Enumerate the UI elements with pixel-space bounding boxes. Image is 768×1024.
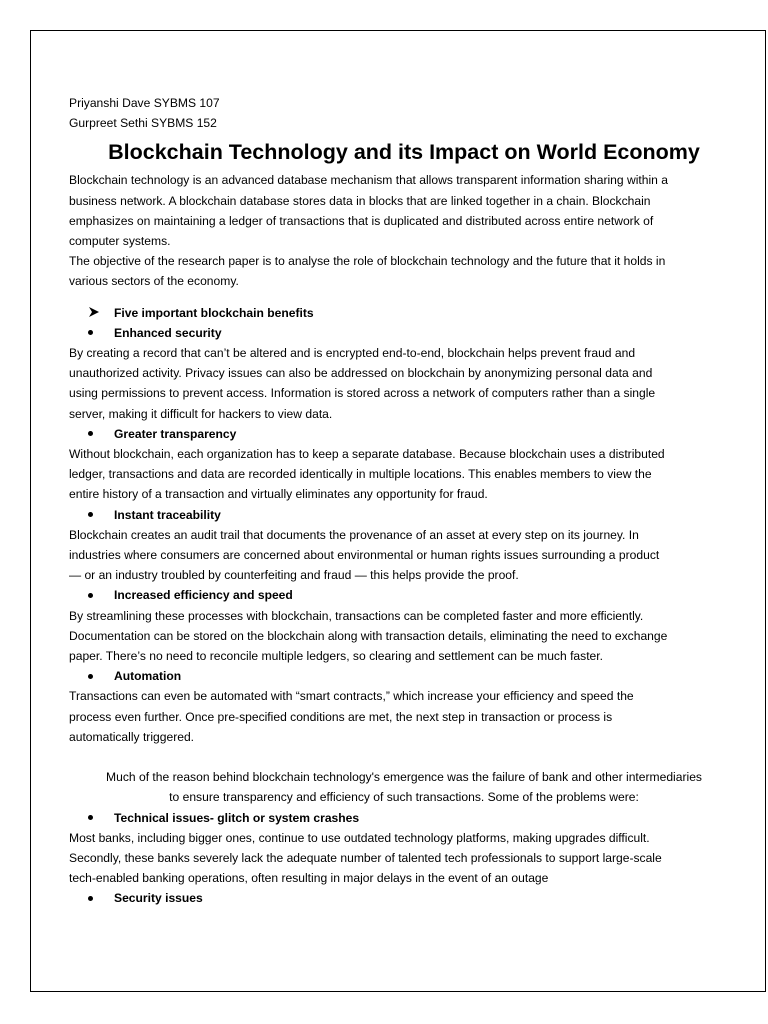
problem-text-line: Secondly, these banks severely lack the adequate number of talented tech professionals to support large-scale (69, 850, 662, 865)
benefit-heading-text: Increased efficiency and speed (114, 588, 293, 603)
arrow-bullet-icon (88, 303, 100, 323)
bullet-dot-icon (88, 666, 93, 686)
bullet-dot-icon (88, 808, 93, 828)
intro-line: computer systems. (69, 234, 171, 249)
document-body (69, 93, 739, 909)
benefit-text-line: unauthorized activity. Privacy issues can also be addressed on blockchain by anonymizing personal data and (69, 366, 653, 381)
benefit-text-line: Documentation can be stored on the blockchain along with transaction details, eliminating the need to exchange (69, 628, 668, 643)
benefit-text-line: paper. There’s no need to reconcile multiple ledgers, so clearing and settlement can be much faster. (69, 649, 604, 664)
reason-line: Much of the reason behind blockchain technology's emergence was the failure of bank and other intermediaries (106, 770, 702, 785)
problem-heading-text: Security issues (114, 891, 203, 906)
benefit-text-line: Without blockchain, each organization has to keep a separate database. Because blockchain uses a distributed (69, 447, 665, 462)
benefit-text-line: using permissions to prevent access. Information is stored across a network of computers rather than a single (69, 386, 656, 401)
problem-heading-text: Technical issues- glitch or system crashes (114, 810, 360, 825)
author-line: Priyanshi Dave SYBMS 107 (69, 96, 220, 110)
bullet-dot-icon (88, 323, 93, 343)
benefit-text-line: entire history of a transaction and virtually eliminates any opportunity for fraud. (69, 487, 488, 502)
intro-line: business network. A blockchain database stores data in blocks that are linked together in a chain. Blockchain (69, 193, 651, 208)
benefit-text-line: automatically triggered. (69, 729, 195, 744)
bullet-dot-icon (88, 888, 93, 908)
benefit-heading (69, 505, 739, 525)
problem-text-line: tech-enabled banking operations, often resulting in major delays in the event of an outage (69, 871, 549, 886)
benefit-heading (69, 666, 739, 686)
benefit-text-line: process even further. Once pre-specified conditions are met, the next step in transaction or process is (69, 709, 613, 724)
reason-line: to ensure transparency and efficiency of such transactions. Some of the problems were: (169, 790, 639, 805)
benefit-heading (69, 424, 739, 444)
intro-line: The objective of the research paper is to analyse the role of blockchain technology and the future that it holds in (69, 254, 666, 269)
problem-text-line: Most banks, including bigger ones, continue to use outdated technology platforms, making upgrades difficult. (69, 830, 650, 845)
benefit-text-line: — or an industry troubled by counterfeiting and fraud — this helps provide the proof. (69, 568, 519, 583)
benefit-heading-text: Enhanced security (114, 325, 222, 340)
problem-heading (69, 808, 739, 828)
benefit-text-line: industries where consumers are concerned about environmental or human rights issues surrounding a product (69, 548, 660, 563)
benefit-heading-text: Instant traceability (114, 507, 221, 522)
bullet-dot-icon (88, 424, 93, 444)
benefit-text-line: Blockchain creates an audit trail that documents the provenance of an asset at every step on its journey. In (69, 527, 639, 542)
document-title: Blockchain Technology and its Impact on World Economy (108, 140, 700, 165)
benefit-text-line: By creating a record that can’t be altered and is encrypted end-to-end, blockchain helps prevent fraud and (69, 346, 636, 361)
benefit-text-line: ledger, transactions and data are recorded identically in multiple locations. This enables members to view the (69, 467, 652, 482)
intro-line: emphasizes on maintaining a ledger of transactions that is duplicated and distributed across entire network of (69, 213, 654, 228)
document-page (30, 30, 766, 992)
bullet-dot-icon (88, 585, 93, 605)
benefit-text-line: Transactions can even be automated with “smart contracts,” which increase your efficiency and speed the (69, 689, 634, 704)
intro-line: various sectors of the economy. (69, 274, 239, 289)
benefits-heading-text: Five important blockchain benefits (114, 305, 314, 320)
benefit-heading (69, 585, 739, 605)
benefit-text-line: By streamlining these processes with blockchain, transactions can be completed faster and more efficiently. (69, 608, 644, 623)
benefit-heading (69, 323, 739, 343)
benefit-heading-text: Greater transparency (114, 426, 237, 441)
benefit-text-line: server, making it difficult for hackers to view data. (69, 406, 333, 421)
bullet-dot-icon (88, 505, 93, 525)
problem-heading (69, 888, 739, 908)
benefits-heading (69, 303, 739, 323)
intro-line: Blockchain technology is an advanced database mechanism that allows transparent information sharing within a (69, 173, 668, 188)
author-line: Gurpreet Sethi SYBMS 152 (69, 116, 217, 131)
benefit-heading-text: Automation (114, 669, 182, 684)
